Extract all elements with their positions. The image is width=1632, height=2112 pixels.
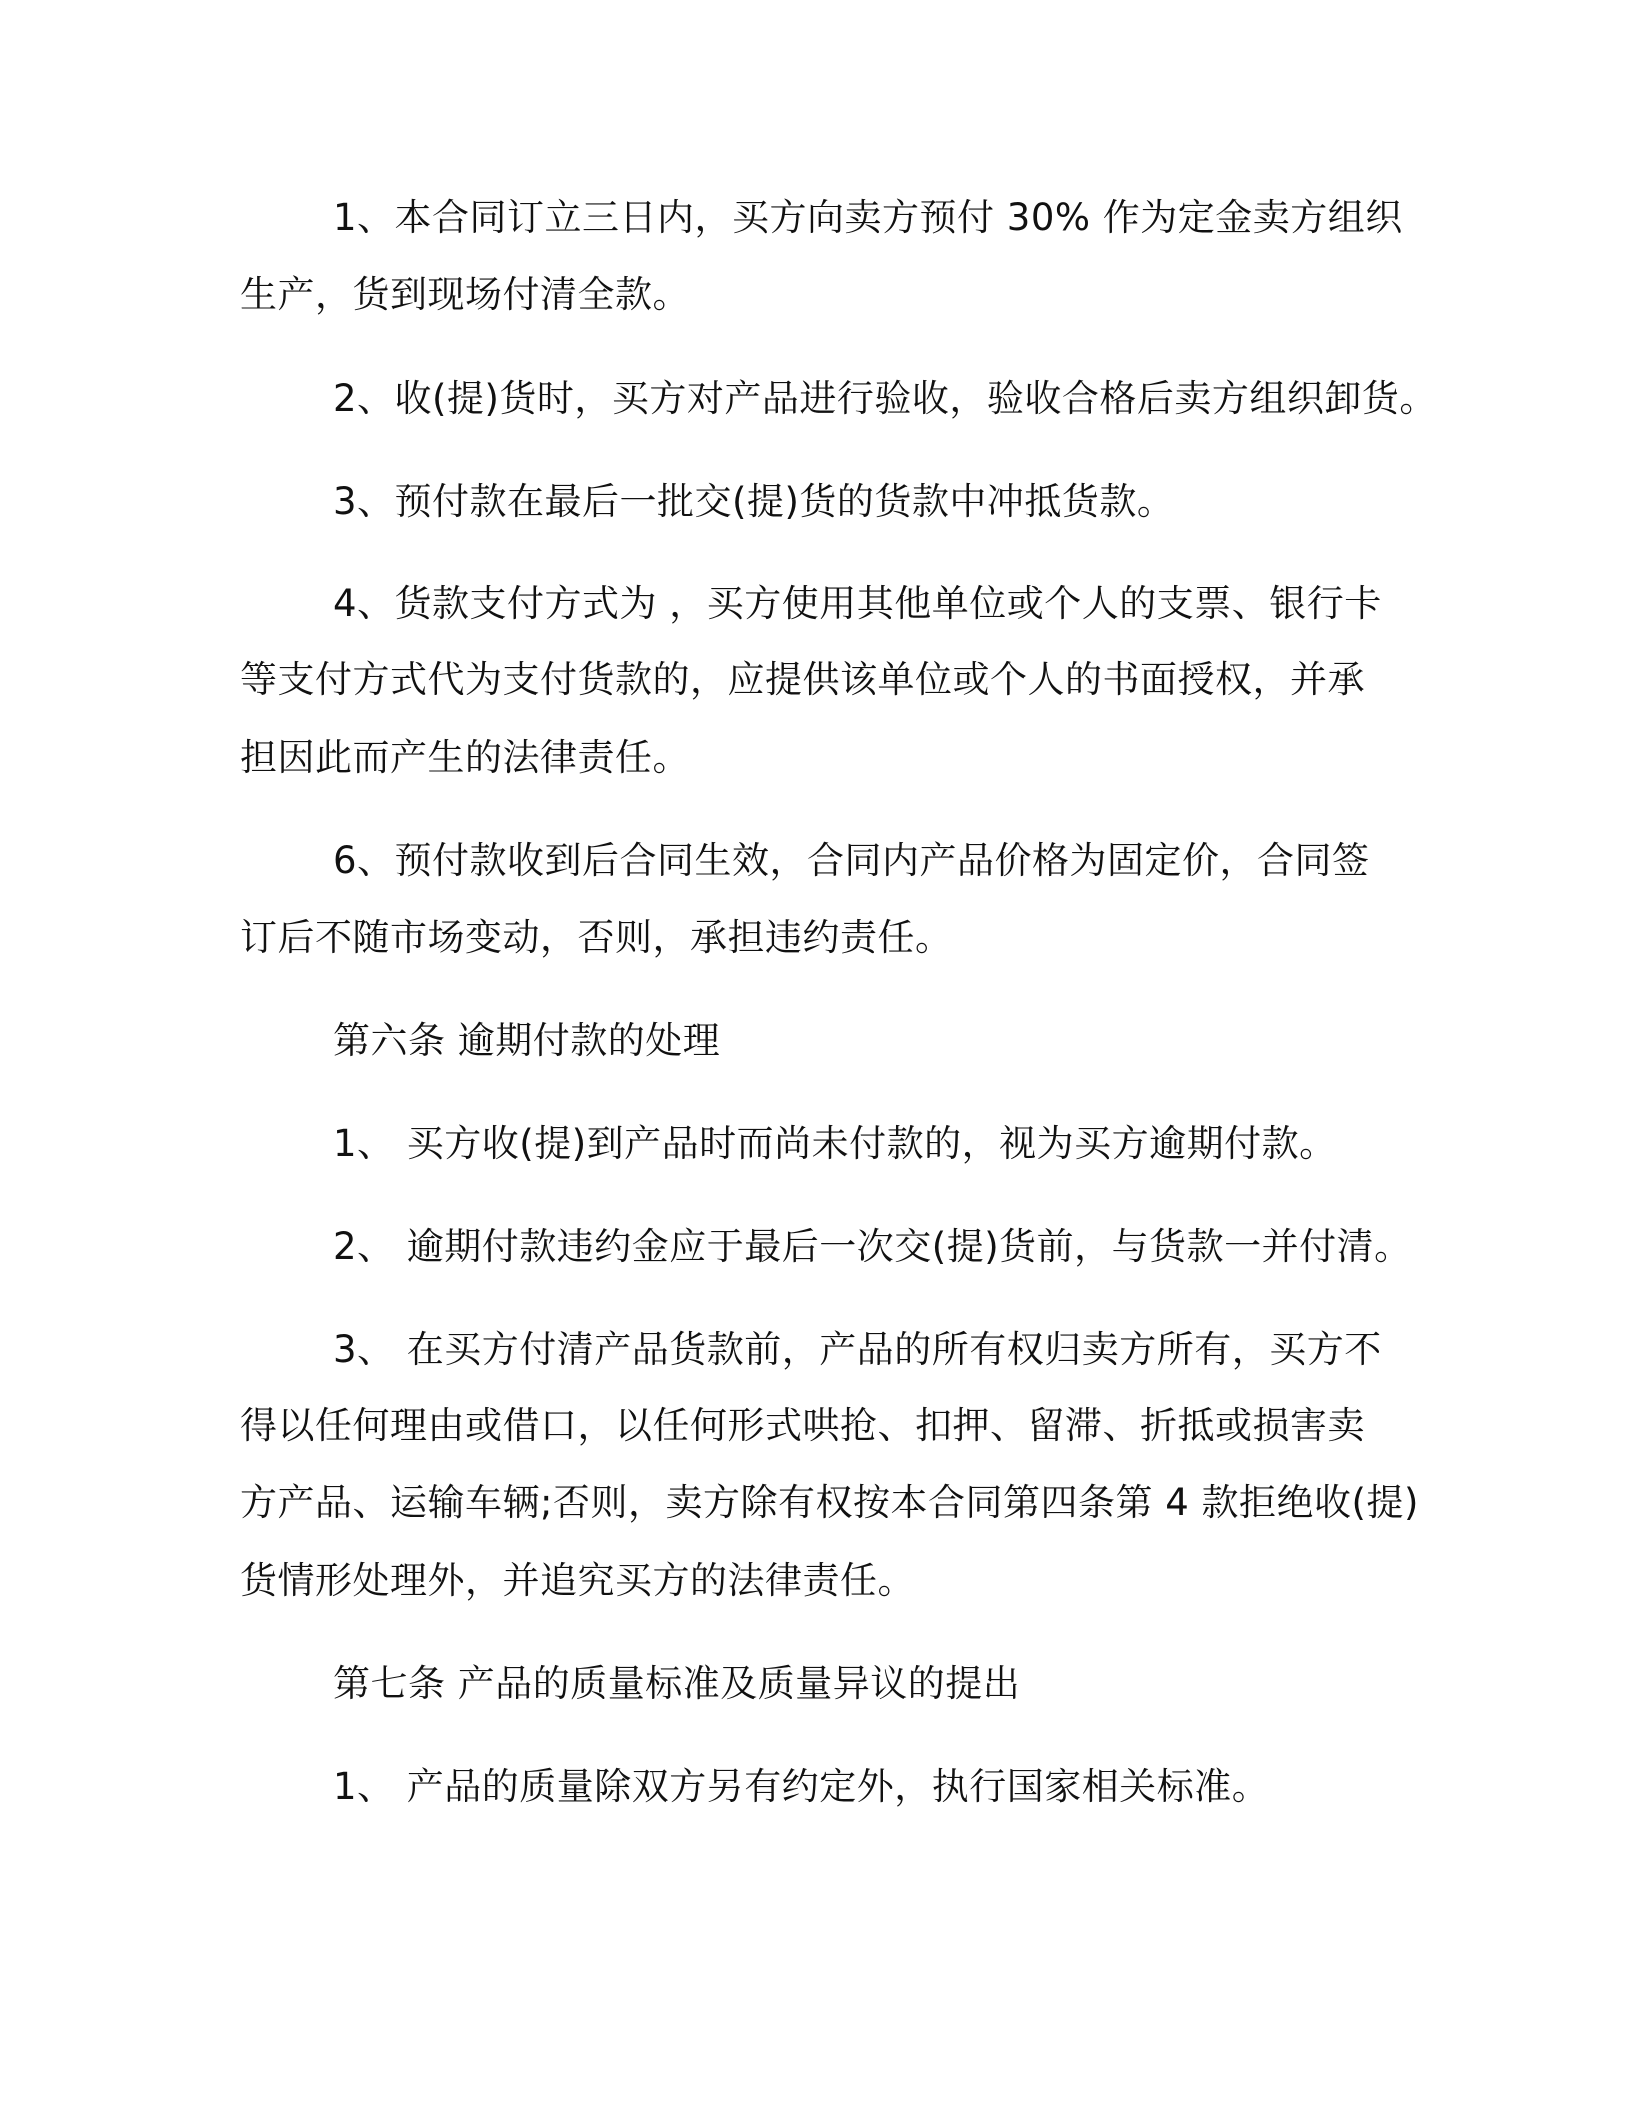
clause-6-item-3-line-4: 货情形处理外，并追究买方的法律责任。 bbox=[240, 1559, 915, 1602]
clause-6-item-1: 1、 买方收(提)到产品时而尚未付款的，视为买方逾期付款。 bbox=[333, 1122, 1337, 1165]
clause-6-heading: 第六条 逾期付款的处理 bbox=[333, 1019, 721, 1062]
clause-6-item-3-line-3: 方产品、运输车辆;否则，卖方除有权按本合同第四条第 4 款拒绝收(提) bbox=[240, 1481, 1419, 1524]
clause-5-item-4-line-2: 等支付方式代为支付货款的，应提供该单位或个人的书面授权，并承 bbox=[240, 658, 1365, 701]
clause-5-item-1-line-1: 1、本合同订立三日内，买方向卖方预付 30% 作为定金卖方组织 bbox=[333, 196, 1403, 239]
clause-6-item-3-line-1: 3、 在买方付清产品货款前，产品的所有权归卖方所有，买方不 bbox=[333, 1328, 1382, 1371]
clause-5-item-6-line-1: 6、预付款收到后合同生效，合同内产品价格为固定价，合同签 bbox=[333, 839, 1370, 882]
clause-5-item-4-line-1: 4、货款支付方式为 ，买方使用其他单位或个人的支票、银行卡 bbox=[333, 582, 1382, 625]
clause-5-item-1-line-2: 生产，货到现场付清全款。 bbox=[240, 273, 690, 316]
clause-5-item-2: 2、收(提)货时，买方对产品进行验收，验收合格后卖方组织卸货。 bbox=[333, 377, 1437, 420]
clause-7-heading: 第七条 产品的质量标准及质量异议的提出 bbox=[333, 1662, 1021, 1705]
clause-6-item-2: 2、 逾期付款违约金应于最后一次交(提)货前，与货款一并付清。 bbox=[333, 1225, 1412, 1268]
clause-5-item-4-line-3: 担因此而产生的法律责任。 bbox=[240, 736, 690, 779]
clause-7-item-1: 1、 产品的质量除双方另有约定外，执行国家相关标准。 bbox=[333, 1765, 1270, 1808]
clause-5-item-3: 3、预付款在最后一批交(提)货的货款中冲抵货款。 bbox=[333, 480, 1175, 523]
clause-6-item-3-line-2: 得以任何理由或借口，以任何形式哄抢、扣押、留滞、折抵或损害卖 bbox=[240, 1404, 1365, 1447]
clause-5-item-6-line-2: 订后不随市场变动，否则，承担违约责任。 bbox=[240, 916, 953, 959]
